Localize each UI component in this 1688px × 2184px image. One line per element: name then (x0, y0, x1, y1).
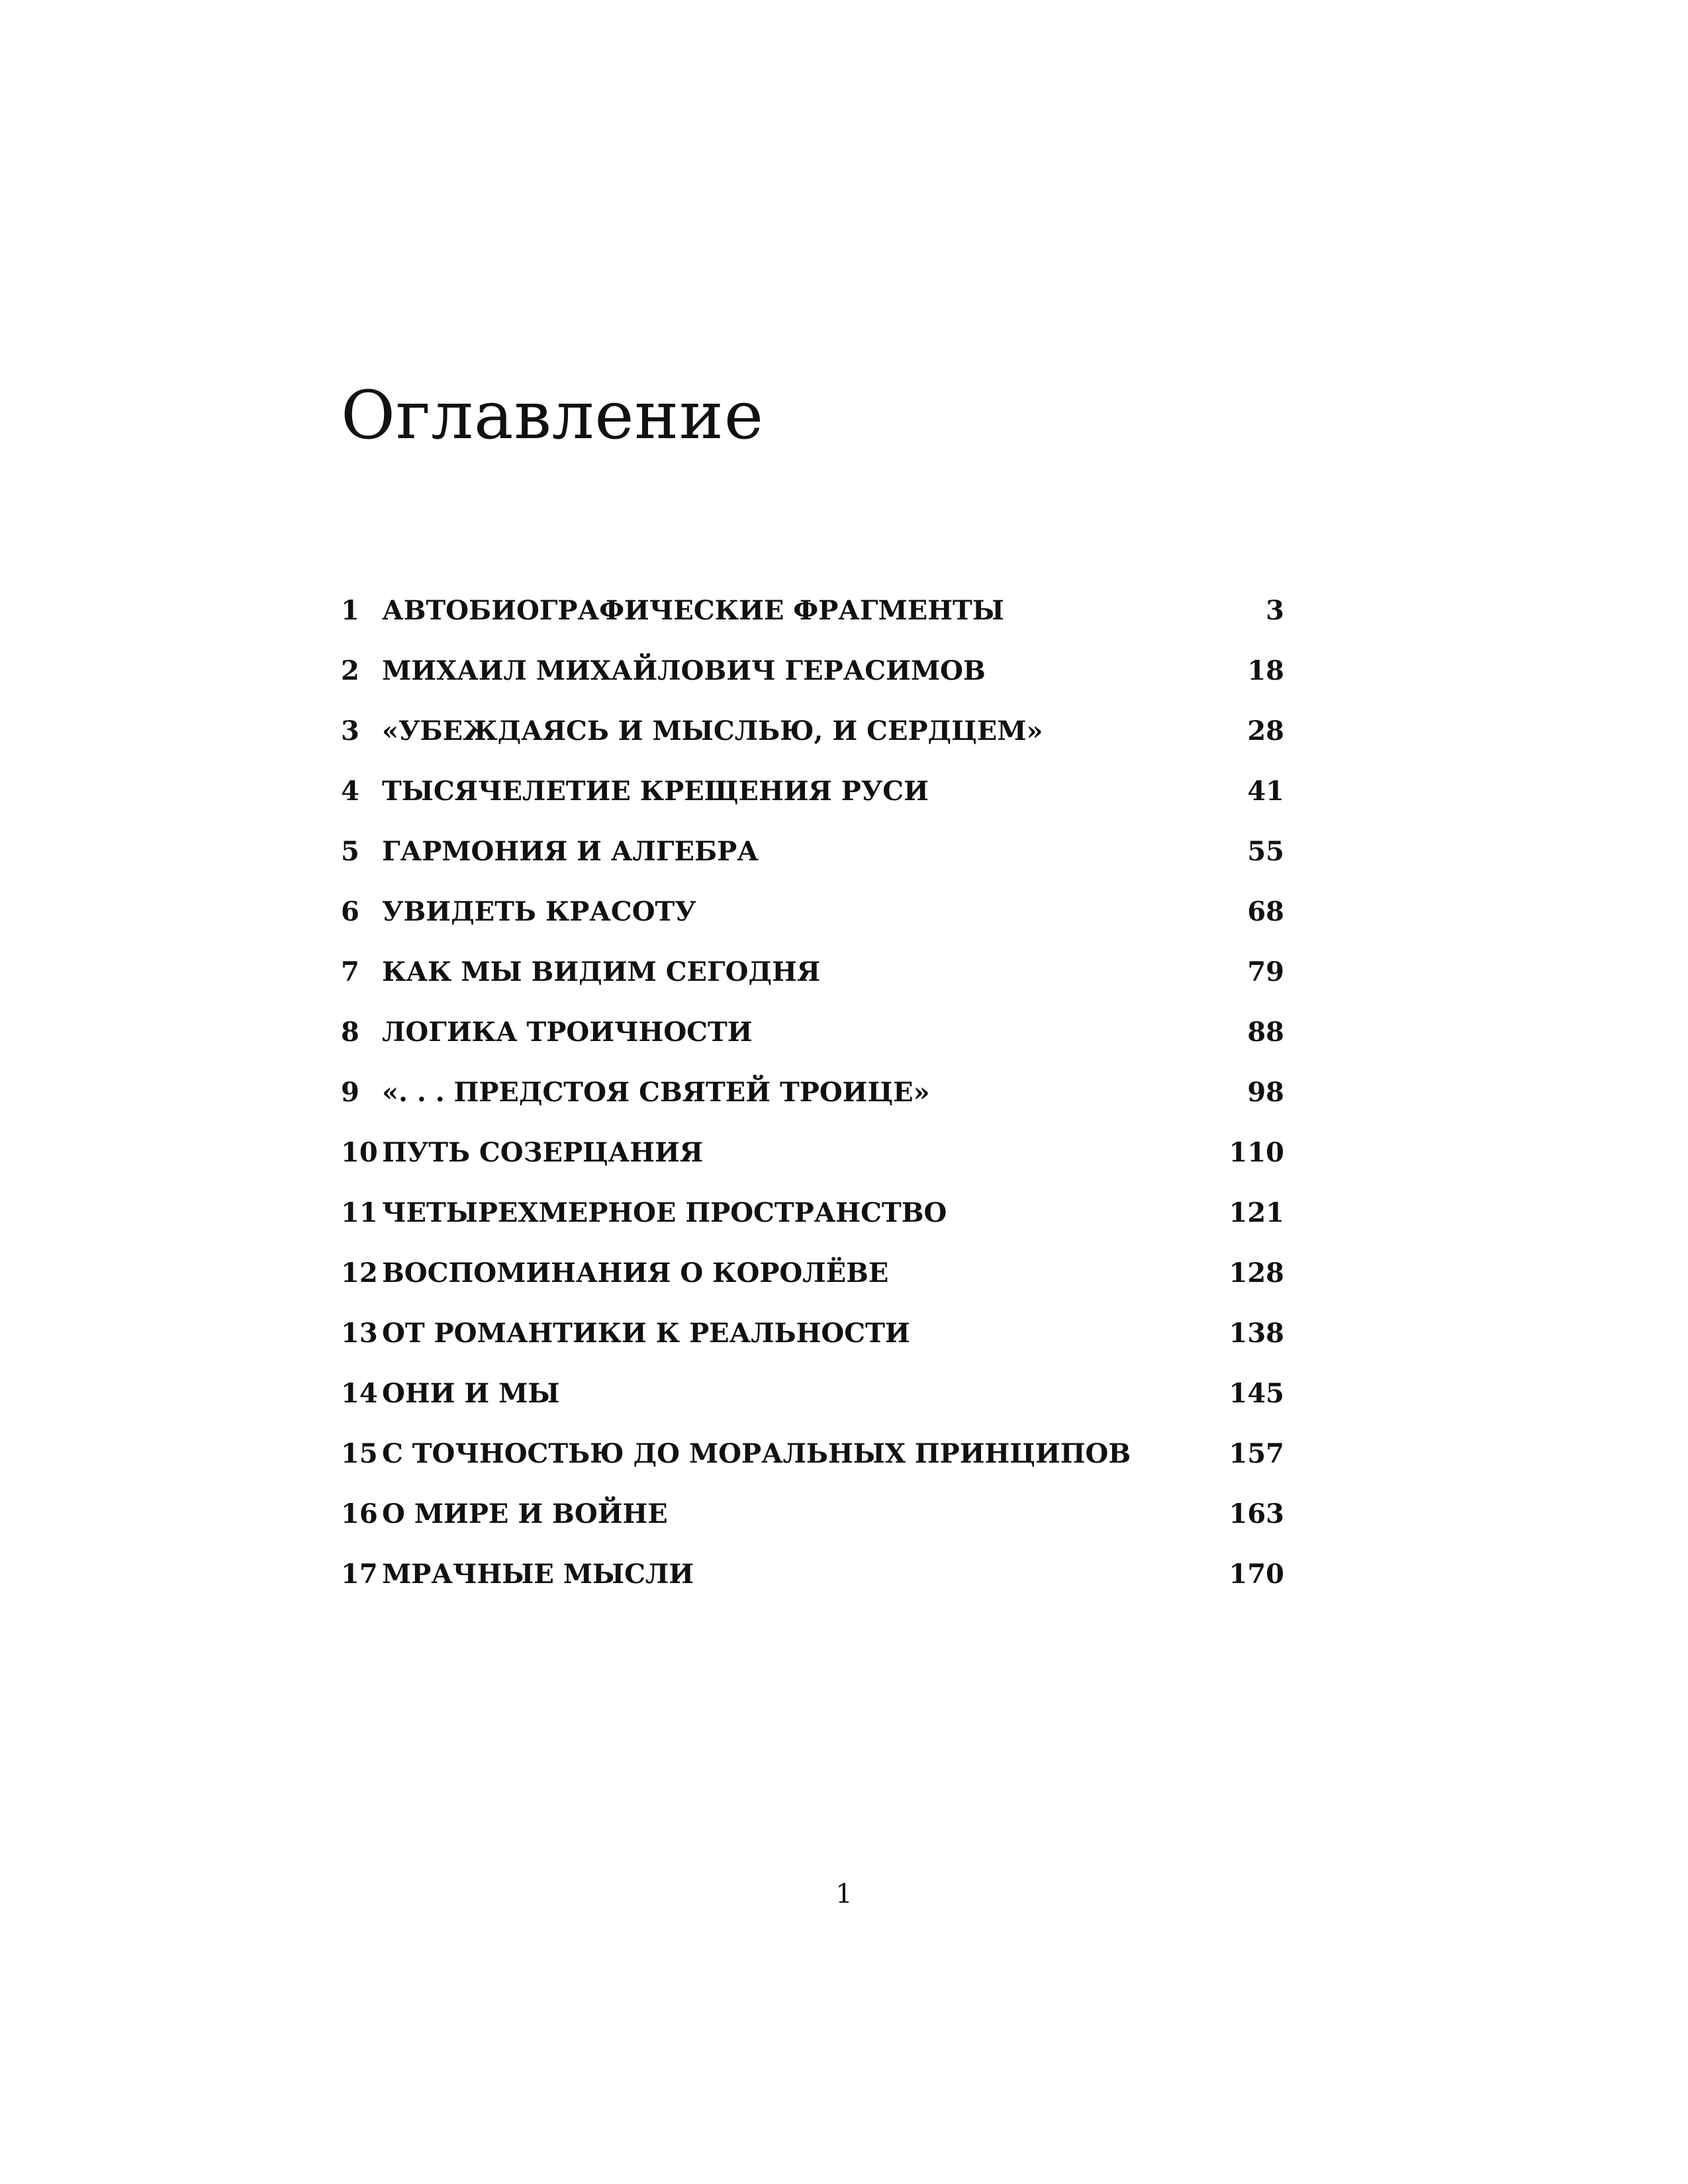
toc-entry-page: 41 (1247, 776, 1284, 807)
toc-entry[interactable] (341, 653, 1284, 713)
toc-entry[interactable] (341, 1496, 1284, 1556)
toc-entry-page: 98 (1247, 1077, 1284, 1108)
toc-entry-number: 17 (341, 1559, 378, 1590)
toc-entry-page: 110 (1229, 1137, 1284, 1168)
toc-entry[interactable] (341, 1375, 1284, 1435)
toc-entry-title: КАК МЫ ВИДИМ СЕГОДНЯ (382, 956, 821, 987)
toc-entry-number: 10 (341, 1137, 378, 1168)
toc-entry-page: 145 (1229, 1378, 1284, 1409)
toc-entry-number: 11 (341, 1197, 378, 1228)
toc-entry-number: 16 (341, 1498, 378, 1529)
toc-entry-page: 121 (1229, 1197, 1284, 1228)
toc-entry[interactable] (341, 1435, 1284, 1496)
toc-entry-number: 5 (341, 836, 359, 867)
toc-entry-page: 28 (1247, 715, 1284, 747)
toc-entry-title: ТЫСЯЧЕЛЕТИЕ КРЕЩЕНИЯ РУСИ (382, 776, 929, 807)
toc-entry[interactable] (341, 954, 1284, 1014)
toc-entry[interactable] (341, 1315, 1284, 1375)
toc-entry-page: 163 (1229, 1498, 1284, 1529)
toc-entry-page: 157 (1229, 1438, 1284, 1469)
toc-entry-page: 18 (1247, 655, 1284, 686)
toc-entry-title: МИХАИЛ МИХАЙЛОВИЧ ГЕРАСИМОВ (382, 655, 986, 686)
toc-entry-number: 1 (341, 595, 359, 626)
toc-entry-number: 14 (341, 1378, 378, 1409)
toc-entry-title: «. . . ПРЕДСТОЯ СВЯТЕЙ ТРОИЦЕ» (382, 1077, 930, 1108)
toc-entry-title: С ТОЧНОСТЬЮ ДО МОРАЛЬНЫХ ПРИНЦИПОВ (382, 1438, 1131, 1469)
toc-entry-number: 9 (341, 1077, 359, 1108)
toc-entry[interactable] (341, 773, 1284, 833)
toc-entry[interactable] (341, 1134, 1284, 1195)
toc-entry[interactable] (341, 1074, 1284, 1134)
toc-entry-page: 128 (1229, 1257, 1284, 1289)
toc-entry-number: 13 (341, 1318, 378, 1349)
toc-entry-number: 12 (341, 1257, 378, 1289)
page-title: Оглавление (341, 377, 765, 454)
toc-entry-title: «УБЕЖДАЯСЬ И МЫСЛЬЮ, И СЕРДЦЕМ» (382, 715, 1043, 747)
toc-entry-page: 55 (1247, 836, 1284, 867)
toc-entry-number: 15 (341, 1438, 378, 1469)
toc-entry-page: 170 (1229, 1559, 1284, 1590)
toc-entry[interactable] (341, 833, 1284, 893)
toc-entry-title: ЛОГИКА ТРОИЧНОСТИ (382, 1017, 753, 1048)
toc-entry-title: УВИДЕТЬ КРАСОТУ (382, 896, 696, 927)
toc-entry-title: ЧЕТЫРЕХМЕРНОЕ ПРОСТРАНСТВО (382, 1197, 947, 1228)
toc-entry[interactable] (341, 1556, 1284, 1616)
toc-entry-title: ПУТЬ СОЗЕРЦАНИЯ (382, 1137, 704, 1168)
toc-entry[interactable] (341, 1255, 1284, 1315)
toc-entry[interactable] (341, 592, 1284, 653)
toc-entry-page: 68 (1247, 896, 1284, 927)
toc-entry-page: 3 (1266, 595, 1284, 626)
toc-entry-number: 4 (341, 776, 359, 807)
toc-entry-number: 6 (341, 896, 359, 927)
table-of-contents (341, 592, 1284, 1616)
toc-entry-title: МРАЧНЫЕ МЫСЛИ (382, 1559, 694, 1590)
toc-entry-number: 7 (341, 956, 359, 987)
page-number: 1 (835, 1879, 853, 1909)
toc-entry-page: 88 (1247, 1017, 1284, 1048)
toc-entry-number: 2 (341, 655, 359, 686)
toc-entry[interactable] (341, 893, 1284, 954)
toc-entry-page: 79 (1247, 956, 1284, 987)
toc-entry[interactable] (341, 1195, 1284, 1255)
toc-entry-number: 3 (341, 715, 359, 747)
toc-entry-page: 138 (1229, 1318, 1284, 1349)
toc-entry-title: О МИРЕ И ВОЙНЕ (382, 1498, 668, 1529)
toc-entry-title: ОНИ И МЫ (382, 1378, 560, 1409)
toc-entry[interactable] (341, 713, 1284, 773)
toc-entry-number: 8 (341, 1017, 359, 1048)
toc-entry-title: ОТ РОМАНТИКИ К РЕАЛЬНОСТИ (382, 1318, 910, 1349)
toc-entry-title: ГАРМОНИЯ И АЛГЕБРА (382, 836, 759, 867)
toc-entry-title: ВОСПОМИНАНИЯ О КОРОЛЁВЕ (382, 1257, 889, 1289)
toc-entry-title: АВТОБИОГРАФИЧЕСКИЕ ФРАГМЕНТЫ (382, 595, 1004, 626)
toc-entry[interactable] (341, 1014, 1284, 1074)
